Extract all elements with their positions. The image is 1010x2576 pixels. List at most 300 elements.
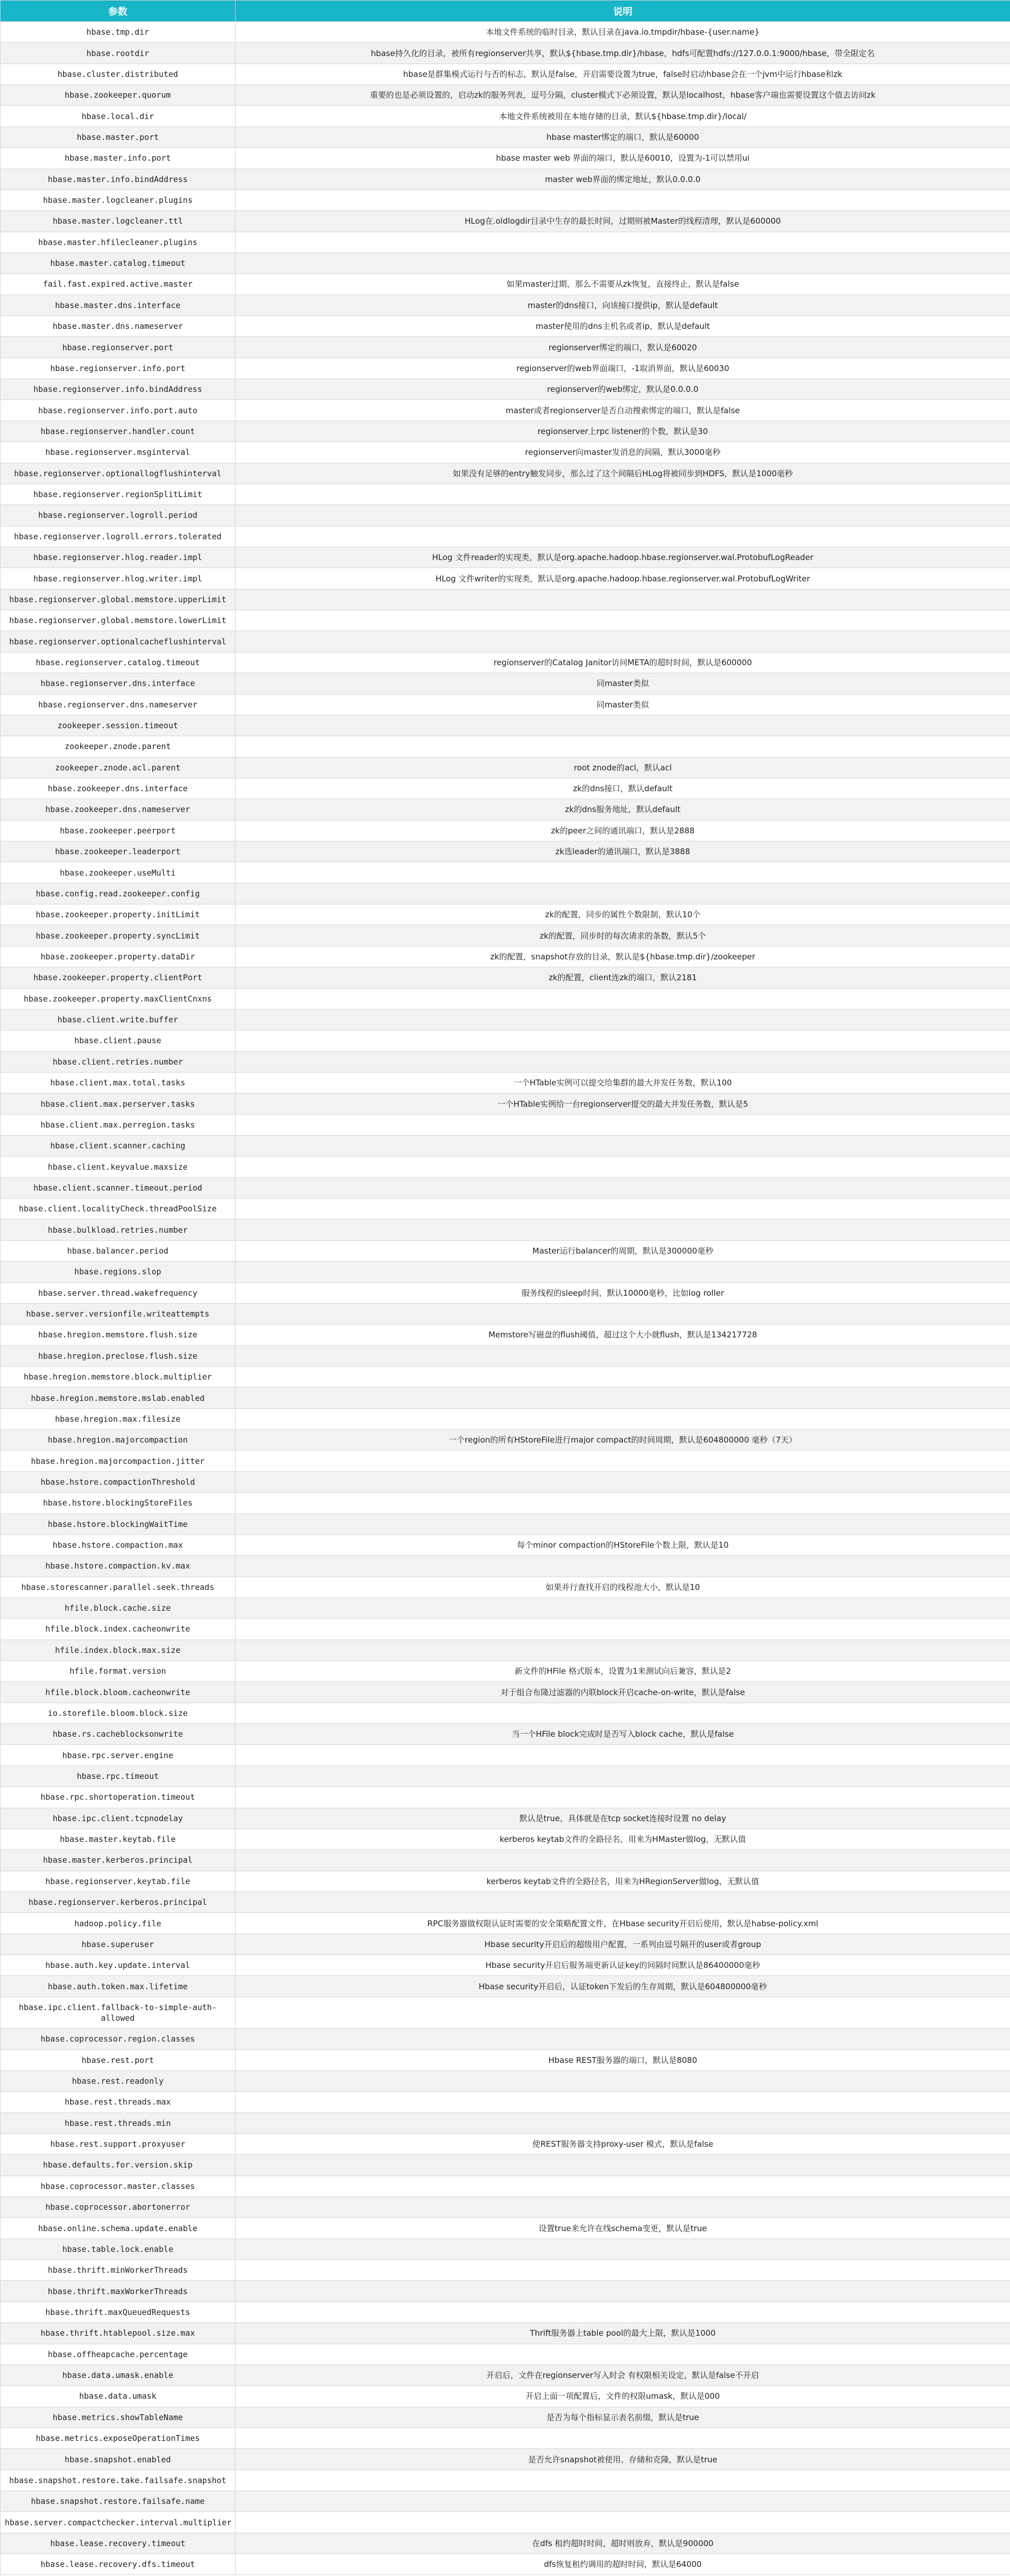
table-row	[1, 925, 1010, 946]
table-row	[1, 673, 1010, 694]
table-row	[1, 190, 1010, 210]
table-row	[1, 463, 1010, 484]
param-name-cell: hbase.client.keyvalue.maxsize	[1, 1156, 236, 1177]
param-desc-cell	[236, 1262, 1010, 1282]
param-desc-cell: 同master类似	[236, 694, 1010, 715]
table-row	[1, 526, 1010, 547]
table-row	[1, 211, 1010, 232]
param-name-cell: hbase.regionserver.hlog.reader.impl	[1, 547, 236, 568]
table-row	[1, 610, 1010, 631]
table-row	[1, 1871, 1010, 1892]
param-desc-cell	[236, 1303, 1010, 1324]
param-name-cell: hbase.hstore.compactionThreshold	[1, 1471, 236, 1492]
param-desc-cell: zk的配置，snapshot存放的目录，默认是${hbase.tmp.dir}/zookeeper	[236, 946, 1010, 967]
table-row	[1, 148, 1010, 169]
param-desc-cell: 重要的也是必须设置的，启动zk的服务列表，逗号分隔，cluster模式下必须设置，默认是localhost，hbase客户端也需要设置这个值去访问zk	[236, 85, 1010, 106]
table-row	[1, 1408, 1010, 1429]
param-name-cell: hbase.zookeeper.property.maxClientCnxns	[1, 988, 236, 1009]
table-row	[1, 1556, 1010, 1577]
table-row	[1, 1766, 1010, 1786]
param-name-cell: hbase.regionserver.logroll.period	[1, 505, 236, 526]
table-row	[1, 2197, 1010, 2218]
param-name-cell: hbase.regionserver.regionSplitLimit	[1, 484, 236, 505]
param-desc-cell: 对于组合布隆过滤器的内联block开启cache-on-write，默认是false	[236, 1682, 1010, 1703]
param-desc-cell: zk的dns服务地址，默认default	[236, 799, 1010, 820]
param-desc-cell: 默认是true，具体就是在tcp socket连接时设置 no delay	[236, 1808, 1010, 1829]
table-row	[1, 778, 1010, 799]
param-desc-cell: zk的peer之间的通讯端口，默认是2888	[236, 820, 1010, 841]
param-desc-cell	[236, 2428, 1010, 2448]
param-desc-cell	[236, 1745, 1010, 1766]
param-desc-cell: regionserver的Catalog Janitor访问META的超时时间，默认是600000	[236, 652, 1010, 673]
param-name-cell: hbase.zookeeper.useMulti	[1, 862, 236, 883]
param-name-cell: hbase.master.dns.interface	[1, 295, 236, 316]
param-name-cell: io.storefile.bloom.block.size	[1, 1703, 236, 1723]
table-row	[1, 2092, 1010, 2113]
table-row	[1, 568, 1010, 589]
table-row	[1, 1325, 1010, 1345]
param-name-cell: hbase.hregion.majorcompaction	[1, 1430, 236, 1451]
table-row	[1, 1156, 1010, 1177]
param-name-cell: hbase.client.write.buffer	[1, 1009, 236, 1030]
param-column-header: 参数	[1, 1, 236, 22]
param-desc-cell: 使REST服务器支持proxy-user 模式，默认是false	[236, 2133, 1010, 2154]
table-row	[1, 883, 1010, 904]
table-row	[1, 400, 1010, 421]
param-desc-cell: kerberos keytab文件的全路径名，用来为HRegionServer做log，无默认值	[236, 1871, 1010, 1892]
param-name-cell: hbase.regionserver.info.port.auto	[1, 400, 236, 421]
table-row	[1, 2070, 1010, 2091]
param-name-cell: hbase.client.max.total.tasks	[1, 1072, 236, 1093]
table-row	[1, 1514, 1010, 1534]
param-desc-cell	[236, 2092, 1010, 2113]
param-desc-cell	[236, 715, 1010, 736]
table-row	[1, 2155, 1010, 2176]
param-name-cell: hbase.ipc.client.tcpnodelay	[1, 1808, 236, 1829]
param-name-cell: hbase.coprocessor.abortonerror	[1, 2197, 236, 2218]
param-name-cell: hbase.master.info.port	[1, 148, 236, 169]
table-row	[1, 127, 1010, 147]
param-desc-cell	[236, 2281, 1010, 2302]
param-name-cell: hbase.regionserver.global.memstore.upperLimit	[1, 589, 236, 610]
table-row	[1, 1072, 1010, 1093]
param-desc-cell	[236, 1451, 1010, 1471]
param-desc-cell	[236, 1640, 1010, 1660]
table-row	[1, 1219, 1010, 1240]
table-row	[1, 1430, 1010, 1451]
param-desc-cell	[236, 2070, 1010, 2091]
table-row	[1, 2533, 1010, 2554]
param-name-cell: hbase.rpc.shortoperation.timeout	[1, 1787, 236, 1808]
param-name-cell: hbase.zookeeper.property.initLimit	[1, 904, 236, 925]
param-desc-cell	[236, 526, 1010, 547]
param-name-cell: hbase.regionserver.port	[1, 337, 236, 358]
param-name-cell: hbase.data.umask	[1, 2386, 236, 2407]
param-name-cell: hbase.master.port	[1, 127, 236, 147]
param-name-cell: hbase.master.info.bindAddress	[1, 169, 236, 190]
param-desc-cell	[236, 1388, 1010, 1408]
table-row	[1, 2491, 1010, 2512]
table-row	[1, 1471, 1010, 1492]
param-desc-cell	[236, 484, 1010, 505]
table-row	[1, 2386, 1010, 2407]
table-row	[1, 841, 1010, 862]
param-desc-cell	[236, 2302, 1010, 2322]
param-name-cell: hbase.server.compactchecker.interval.multiplier	[1, 2512, 236, 2533]
param-desc-cell: Thrift服务器上table pool的最大上限，默认是1000	[236, 2323, 1010, 2344]
param-name-cell: hbase.regionserver.hlog.writer.impl	[1, 568, 236, 589]
param-name-cell: hbase.client.pause	[1, 1030, 236, 1051]
param-name-cell: hbase.thrift.minWorkerThreads	[1, 2260, 236, 2281]
param-name-cell: hbase.lease.recovery.dfs.timeout	[1, 2554, 236, 2575]
param-desc-cell: zk的配置，同步时的每次请求的条数，默认5个	[236, 925, 1010, 946]
param-name-cell: hbase.snapshot.restore.failsafe.name	[1, 2491, 236, 2512]
param-desc-cell	[236, 2197, 1010, 2218]
table-row	[1, 1282, 1010, 1303]
param-desc-cell: 本地文件系统被用在本地存储的目录，默认${hbase.tmp.dir}/local/	[236, 106, 1010, 127]
param-name-cell: hbase.regionserver.optionallogflushinterval	[1, 463, 236, 484]
param-name-cell: hbase.master.hfilecleaner.plugins	[1, 232, 236, 253]
table-row	[1, 1262, 1010, 1282]
table-row	[1, 1661, 1010, 1682]
table-row	[1, 757, 1010, 778]
table-row	[1, 253, 1010, 273]
param-name-cell: hbase.data.umask.enable	[1, 2365, 236, 2385]
param-desc-cell	[236, 883, 1010, 904]
table-row	[1, 2323, 1010, 2344]
param-desc-cell	[236, 1030, 1010, 1051]
param-name-cell: hbase.lease.recovery.timeout	[1, 2533, 236, 2554]
param-name-cell: hbase.hregion.memstore.block.multiplier	[1, 1367, 236, 1388]
param-name-cell: zookeeper.znode.parent	[1, 736, 236, 757]
table-row	[1, 2029, 1010, 2050]
table-row	[1, 232, 1010, 253]
param-name-cell: hbase.regionserver.dns.nameserver	[1, 694, 236, 715]
param-name-cell: hbase.regionserver.handler.count	[1, 421, 236, 442]
param-desc-cell	[236, 1009, 1010, 1030]
param-name-cell: hbase.auth.token.max.lifetime	[1, 1976, 236, 1997]
table-row	[1, 2113, 1010, 2133]
table-row	[1, 1577, 1010, 1597]
table-row	[1, 967, 1010, 988]
param-desc-cell: Hbase REST服务器的端口，默认是8080	[236, 2050, 1010, 2070]
param-name-cell: hbase.table.lock.enable	[1, 2239, 236, 2259]
table-row	[1, 2218, 1010, 2239]
param-name-cell: hbase.rest.port	[1, 2050, 236, 2070]
table-row	[1, 85, 1010, 106]
table-row	[1, 2365, 1010, 2385]
param-desc-cell	[236, 1177, 1010, 1198]
param-desc-cell: 如果并行查找开启的线程池大小，默认是10	[236, 1577, 1010, 1597]
param-desc-cell	[236, 2260, 1010, 2281]
param-name-cell: hbase.tmp.dir	[1, 22, 236, 43]
table-row	[1, 2239, 1010, 2259]
param-name-cell: hbase.client.scanner.timeout.period	[1, 1177, 236, 1198]
param-name-cell: hbase.client.localityCheck.threadPoolSize	[1, 1199, 236, 1219]
param-name-cell: hbase.zookeeper.property.syncLimit	[1, 925, 236, 946]
param-name-cell: hfile.format.version	[1, 1661, 236, 1682]
param-name-cell: hbase.bulkload.retries.number	[1, 1219, 236, 1240]
table-row	[1, 2407, 1010, 2428]
table-row	[1, 988, 1010, 1009]
param-desc-cell	[236, 1199, 1010, 1219]
param-desc-cell	[236, 1408, 1010, 1429]
param-name-cell: hbase.server.thread.wakefrequency	[1, 1282, 236, 1303]
param-name-cell: hbase.snapshot.restore.take.failsafe.snapshot	[1, 2470, 236, 2491]
param-desc-cell: hbase master web 界面的端口，默认是60010，设置为-1可以禁用ui	[236, 148, 1010, 169]
param-desc-cell: 同master类似	[236, 673, 1010, 694]
table-row	[1, 2512, 1010, 2533]
param-name-cell: hbase.hregion.memstore.flush.size	[1, 1325, 236, 1345]
param-desc-cell	[236, 190, 1010, 210]
param-name-cell: hbase.local.dir	[1, 106, 236, 127]
param-desc-cell	[236, 736, 1010, 757]
param-desc-cell: master使用的dns主机名或者ip，默认是default	[236, 316, 1010, 337]
param-name-cell: hbase.rest.threads.max	[1, 2092, 236, 2113]
param-desc-cell: 开启后，文件在regionserver写入时会 有权限相关设定，默认是false不开启	[236, 2365, 1010, 2385]
param-name-cell: hbase.master.logcleaner.plugins	[1, 190, 236, 210]
table-row	[1, 1114, 1010, 1135]
param-desc-cell: kerberos keytab文件的全路径名，用来为HMaster做log，无默认值	[236, 1829, 1010, 1849]
param-name-cell: hbase.master.kerberos.principal	[1, 1850, 236, 1871]
table-row	[1, 2554, 1010, 2575]
table-row	[1, 1136, 1010, 1156]
table-row	[1, 1913, 1010, 1934]
table-row	[1, 2260, 1010, 2281]
param-name-cell: hbase.regionserver.global.memstore.lowerLimit	[1, 610, 236, 631]
table-row	[1, 505, 1010, 526]
table-row	[1, 1787, 1010, 1808]
param-desc-cell: Hbase security开启后的超级用户配置，一系列由逗号隔开的user或者group	[236, 1934, 1010, 1955]
table-row	[1, 1030, 1010, 1051]
param-name-cell: hbase.rs.cacheblocksonwrite	[1, 1724, 236, 1745]
table-row	[1, 1303, 1010, 1324]
param-desc-cell	[236, 1997, 1010, 2028]
param-desc-cell	[236, 1219, 1010, 1240]
param-name-cell: hbase.client.max.perregion.tasks	[1, 1114, 236, 1135]
param-desc-cell	[236, 2470, 1010, 2491]
param-name-cell: hbase.regionserver.info.bindAddress	[1, 379, 236, 400]
table-row	[1, 421, 1010, 442]
param-name-cell: hfile.block.cache.size	[1, 1597, 236, 1618]
param-name-cell: hbase.rpc.server.engine	[1, 1745, 236, 1766]
param-desc-cell: regionserver上rpc listener的个数，默认是30	[236, 421, 1010, 442]
param-name-cell: hbase.offheapcache.percentage	[1, 2344, 236, 2365]
param-name-cell: hbase.hregion.memstore.mslab.enabled	[1, 1388, 236, 1408]
param-desc-cell: master的dns接口，向该接口提供ip，默认是default	[236, 295, 1010, 316]
param-name-cell: hbase.client.max.perserver.tasks	[1, 1093, 236, 1114]
param-name-cell: hbase.superuser	[1, 1934, 236, 1955]
param-desc-cell: Hbase security开启后，认证token下发后的生存周期，默认是604800000毫秒	[236, 1976, 1010, 1997]
param-name-cell: hbase.regions.slop	[1, 1262, 236, 1282]
param-desc-cell: HLog 文件writer的实现类，默认是org.apache.hadoop.hbase.regionserver.wal.ProtobufLogWriter	[236, 568, 1010, 589]
param-desc-cell	[236, 2512, 1010, 2533]
param-name-cell: hbase.auth.key.update.interval	[1, 1955, 236, 1976]
param-desc-cell	[236, 2491, 1010, 2512]
param-desc-cell	[236, 253, 1010, 273]
param-name-cell: hbase.hstore.blockingWaitTime	[1, 1514, 236, 1534]
param-name-cell: hbase.regionserver.dns.interface	[1, 673, 236, 694]
param-desc-cell: hbase master绑定的端口，默认是60000	[236, 127, 1010, 147]
table-row	[1, 1619, 1010, 1640]
param-name-cell: hbase.hstore.blockingStoreFiles	[1, 1493, 236, 1514]
param-desc-cell	[236, 1703, 1010, 1723]
param-desc-cell: Hbase security开启后服务端更新认证key的间隔时间默认是86400000毫秒	[236, 1955, 1010, 1976]
table-row	[1, 652, 1010, 673]
param-name-cell: hbase.thrift.htablepool.size.max	[1, 2323, 236, 2344]
param-name-cell: hbase.balancer.period	[1, 1240, 236, 1261]
param-desc-cell	[236, 2113, 1010, 2133]
table-row	[1, 946, 1010, 967]
param-desc-cell: zk选leader的通讯端口，默认是3888	[236, 841, 1010, 862]
param-name-cell: hbase.master.logcleaner.ttl	[1, 211, 236, 232]
param-desc-cell	[236, 1493, 1010, 1514]
table-row	[1, 1177, 1010, 1198]
param-name-cell: hbase.metrics.exposeOperationTimes	[1, 2428, 236, 2448]
param-desc-cell: 一个region的所有HStoreFile进行major compact的时间周期，默认是604800000 毫秒（7天）	[236, 1430, 1010, 1451]
param-desc-cell: 如果master过期，那么不需要从zk恢复，直接终止，默认是false	[236, 274, 1010, 295]
param-desc-cell	[236, 2239, 1010, 2259]
table-row	[1, 316, 1010, 337]
param-name-cell: hbase.thrift.maxWorkerThreads	[1, 2281, 236, 2302]
table-row	[1, 2133, 1010, 2154]
param-desc-cell: 当一个HFile block完成时是否写入block cache，默认是false	[236, 1724, 1010, 1745]
param-desc-cell: Memstore写磁盘的flush阈值，超过这个大小就flush，默认是134217728	[236, 1325, 1010, 1345]
param-desc-cell: zk的dns接口，默认default	[236, 778, 1010, 799]
table-row	[1, 2344, 1010, 2365]
table-row	[1, 2302, 1010, 2322]
table-row	[1, 1682, 1010, 1703]
param-name-cell: hbase.ipc.client.fallback-to-simple-auth-allowed	[1, 1997, 236, 2028]
param-desc-cell	[236, 232, 1010, 253]
param-name-cell: hbase.master.catalog.timeout	[1, 253, 236, 273]
table-row	[1, 631, 1010, 652]
param-name-cell: hbase.regionserver.logroll.errors.tolerated	[1, 526, 236, 547]
table-row	[1, 1199, 1010, 1219]
table-row	[1, 1955, 1010, 1976]
param-name-cell: hbase.defaults.for.version.skip	[1, 2155, 236, 2176]
param-desc-cell	[236, 1766, 1010, 1786]
param-desc-cell: regionserver的web界面端口，-1取消界面，默认是60030	[236, 358, 1010, 379]
param-desc-cell	[236, 2344, 1010, 2365]
param-name-cell: hbase.master.keytab.file	[1, 1829, 236, 1849]
param-desc-cell: 服务线程的sleep时间，默认10000毫秒，比如log roller	[236, 1282, 1010, 1303]
desc-column-header: 说明	[236, 1, 1010, 22]
table-row	[1, 1597, 1010, 1618]
table-row	[1, 1388, 1010, 1408]
param-desc-cell	[236, 1345, 1010, 1366]
table-row	[1, 442, 1010, 463]
param-name-cell: hadoop.policy.file	[1, 1913, 236, 1934]
param-name-cell: hbase.config.read.zookeeper.config	[1, 883, 236, 904]
param-name-cell: hbase.cluster.distributed	[1, 64, 236, 84]
param-desc-cell: 是否允许snapshot被使用、存储和克隆，默认是true	[236, 2449, 1010, 2470]
param-desc-cell: regionserver向master发消息的间隔，默认3000毫秒	[236, 442, 1010, 463]
param-name-cell: hbase.online.schema.update.enable	[1, 2218, 236, 2239]
table-row	[1, 1640, 1010, 1660]
param-desc-cell: 一个HTable实例可以提交给集群的最大并发任务数，默认100	[236, 1072, 1010, 1093]
param-desc-cell	[236, 1892, 1010, 1912]
param-name-cell: hbase.rootdir	[1, 43, 236, 64]
param-name-cell: hbase.rest.support.proxyuser	[1, 2133, 236, 2154]
param-desc-cell: 设置true来允许在线schema变更，默认是true	[236, 2218, 1010, 2239]
param-name-cell: hbase.zookeeper.quorum	[1, 85, 236, 106]
param-name-cell: hbase.rest.threads.min	[1, 2113, 236, 2133]
table-row	[1, 589, 1010, 610]
table-row	[1, 2176, 1010, 2196]
table-row	[1, 22, 1010, 43]
table-row	[1, 2428, 1010, 2448]
param-desc-cell: root znode的acl，默认acl	[236, 757, 1010, 778]
table-row	[1, 1367, 1010, 1388]
table-row	[1, 715, 1010, 736]
table-row	[1, 1240, 1010, 1261]
table-row	[1, 1850, 1010, 1871]
table-row	[1, 862, 1010, 883]
table-row	[1, 904, 1010, 925]
table-row	[1, 274, 1010, 295]
param-name-cell: hbase.zookeeper.property.dataDir	[1, 946, 236, 967]
param-desc-cell: hbase持久化的目录，被所有regionserver共享，默认${hbase.tmp.dir}/hbase，hdfs可配置hdfs://127.0.0.1:9000/hbase，带全限定名	[236, 43, 1010, 64]
param-desc-cell	[236, 1051, 1010, 1072]
param-desc-cell	[236, 862, 1010, 883]
param-name-cell: hbase.zookeeper.peerport	[1, 820, 236, 841]
param-desc-cell: 开启上面一项配置后，文件的权限umask，默认是000	[236, 2386, 1010, 2407]
table-row	[1, 169, 1010, 190]
param-name-cell: hbase.zookeeper.property.clientPort	[1, 967, 236, 988]
param-name-cell: hbase.regionserver.kerberos.principal	[1, 1892, 236, 1912]
table-row	[1, 337, 1010, 358]
param-name-cell: hbase.coprocessor.region.classes	[1, 2029, 236, 2050]
table-row	[1, 799, 1010, 820]
table-row	[1, 1745, 1010, 1766]
table-row	[1, 64, 1010, 84]
table-row	[1, 1997, 1010, 2028]
param-name-cell: hbase.hstore.compaction.kv.max	[1, 1556, 236, 1577]
param-name-cell: hfile.block.bloom.cacheonwrite	[1, 1682, 236, 1703]
table-row	[1, 484, 1010, 505]
param-name-cell: hbase.metrics.showTableName	[1, 2407, 236, 2428]
param-desc-cell: 一个HTable实例给一台regionserver提交的最大并发任务数，默认是5	[236, 1093, 1010, 1114]
param-desc-cell	[236, 2176, 1010, 2196]
param-desc-cell: master web界面的绑定地址，默认0.0.0.0	[236, 169, 1010, 190]
param-desc-cell: 本地文件系统的临时目录，默认目录在java.io.tmpdir/hbase-{user.name}	[236, 22, 1010, 43]
param-name-cell: hbase.zookeeper.leaderport	[1, 841, 236, 862]
param-desc-cell: master或者regionserver是否自动搜索绑定的端口，默认是false	[236, 400, 1010, 421]
table-row	[1, 1093, 1010, 1114]
table-row	[1, 820, 1010, 841]
param-desc-cell: zk的配置，client连zk的端口，默认2181	[236, 967, 1010, 988]
table-row	[1, 106, 1010, 127]
param-name-cell: zookeeper.session.timeout	[1, 715, 236, 736]
param-desc-cell: 每个minor compaction的HStoreFile个数上限，默认是10	[236, 1534, 1010, 1555]
table-row	[1, 1451, 1010, 1471]
param-desc-cell: HLog 文件reader的实现类，默认是org.apache.hadoop.hbase.regionserver.wal.ProtobufLogReader	[236, 547, 1010, 568]
param-desc-cell	[236, 1556, 1010, 1577]
param-name-cell: hbase.coprocessor.master.classes	[1, 2176, 236, 2196]
param-desc-cell	[236, 1136, 1010, 1156]
param-name-cell: hbase.rest.readonly	[1, 2070, 236, 2091]
table-row	[1, 1051, 1010, 1072]
param-desc-cell	[236, 505, 1010, 526]
param-name-cell: zookeeper.znode.acl.parent	[1, 757, 236, 778]
param-desc-cell	[236, 1367, 1010, 1388]
param-name-cell: hbase.storescanner.parallel.seek.threads	[1, 1577, 236, 1597]
table-row	[1, 1934, 1010, 1955]
param-desc-cell	[236, 2155, 1010, 2176]
param-name-cell: hbase.regionserver.optionalcacheflushinterval	[1, 631, 236, 652]
param-desc-cell	[236, 1514, 1010, 1534]
